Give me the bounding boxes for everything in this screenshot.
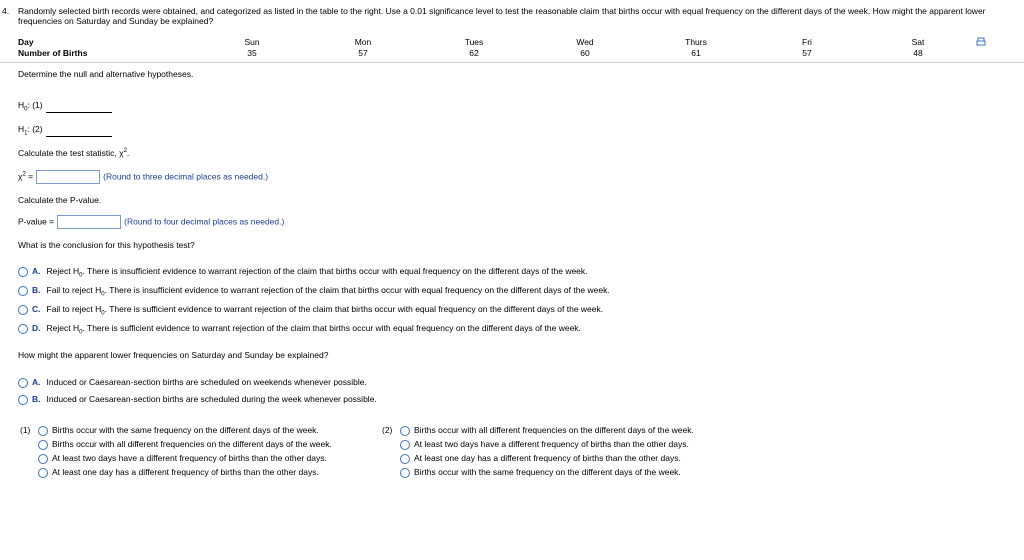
pvalue-prompt: Calculate the P-value. [18,195,102,205]
day-sun: Sun [244,37,260,47]
statistic-hint: (Round to three decimal places as needed.) [103,171,269,182]
radio-icon[interactable] [38,454,48,464]
dropdown2-item[interactable]: At least one day has a different frequency of births than the other days. [400,453,681,464]
births-sun: 35 [247,48,257,58]
table-divider [0,62,1024,63]
births-tues: 62 [469,48,479,58]
dropdown2-item[interactable]: Births occur with the same frequency on the different days of the week. [400,467,681,478]
births-sat: 48 [913,48,923,58]
dropdown2-item[interactable]: At least two days have a different frequency of births than the other days. [400,439,689,450]
births-fri: 57 [802,48,812,58]
radio-icon[interactable] [18,324,28,334]
births-wed: 60 [580,48,590,58]
chi-square-input[interactable] [36,170,100,184]
radio-icon[interactable] [18,305,28,315]
question-text: Randomly selected birth records were obtained, and categorized as listed in the table to the right. Use a 0.01 significance level to test the reasonable claim that births occur with equal frequency on the different days of the week. How might the apparent lower frequencies on Saturday and Sunday be explained? [18,6,986,26]
day-wed: Wed [576,37,594,47]
pvalue-line: P-value = (Round to four decimal places as needed.) [18,215,284,229]
pvalue-input[interactable] [57,215,121,229]
radio-icon[interactable] [400,468,410,478]
dropdown1-item[interactable]: At least one day has a different frequency of births than the other days. [38,467,319,478]
dropdown1-item[interactable]: Births occur with all different frequencies on the different days of the week. [38,439,332,450]
day-fri: Fri [802,37,812,47]
h1-answer-blank[interactable] [46,127,112,137]
day-mon: Mon [354,37,372,47]
conclusion-option-a[interactable]: A. Reject $H_0$. There is insufficient evidence to warrant rejection of the claim that births occur with equal frequency on the different days of the week. [18,266,588,279]
radio-icon[interactable] [400,440,410,450]
radio-icon[interactable] [38,468,48,478]
data-table [18,37,1018,61]
print-icon[interactable] [976,37,986,47]
pvalue-hint: (Round to four decimal places as needed.) [124,216,285,227]
table-row2-label: Number of Births [18,48,88,58]
radio-icon[interactable] [38,426,48,436]
explanation-option-b[interactable]: B. Induced or Caesarean-section births are scheduled during the week whenever possible. [18,394,377,405]
conclusion-option-d[interactable]: D. Reject $H_0$. There is sufficient evidence to warrant rejection of the claim that births occur with equal frequency on the different days of the week. [18,323,581,336]
births-mon: 57 [358,48,368,58]
radio-icon[interactable] [400,426,410,436]
conclusion-option-b[interactable]: B. Fail to reject $H_0$. There is insufficient evidence to warrant rejection of the claim that births occur with equal frequency on the different days of the week. [18,285,610,298]
question-number: 4. [2,6,10,16]
radio-icon[interactable] [18,267,28,277]
explanation-prompt: How might the apparent lower frequencies on Saturday and Sunday be explained? [18,350,329,360]
radio-icon[interactable] [18,286,28,296]
h1-line: $H_1$: (2) [18,124,112,137]
dropdown2-item[interactable]: Births occur with all different frequencies on the different days of the week. [400,425,694,436]
dropdown1-label: (1) [20,425,31,435]
dropdown2-label: (2) [382,425,393,435]
statistic-prompt: Calculate the test statistic, $\chi^2$. [18,148,130,158]
day-thurs: Thurs [685,37,707,47]
statistic-line: $\chi^2$ = (Round to three decimal places as needed.) [18,170,268,184]
radio-icon[interactable] [38,440,48,450]
h0-line: $H_0$: (1) [18,100,112,113]
radio-icon[interactable] [18,378,28,388]
dropdown1-item[interactable]: At least two days have a different frequency of births than the other days. [38,453,327,464]
explanation-option-a[interactable]: A. Induced or Caesarean-section births are scheduled on weekends whenever possible. [18,377,367,388]
radio-icon[interactable] [400,454,410,464]
radio-icon[interactable] [18,395,28,405]
conclusion-option-c[interactable]: C. Fail to reject $H_0$. There is sufficient evidence to warrant rejection of the claim that births occur with equal frequency on the different days of the week. [18,304,603,317]
dropdown1-item[interactable]: Births occur with the same frequency on the different days of the week. [38,425,319,436]
table-row1-label: Day [18,37,34,47]
h0-answer-blank[interactable] [46,103,112,113]
day-tues: Tues [464,37,484,47]
births-thurs: 61 [691,48,701,58]
hypotheses-prompt: Determine the null and alternative hypotheses. [18,69,194,79]
day-sat: Sat [911,37,925,47]
conclusion-prompt: What is the conclusion for this hypothesis test? [18,240,195,250]
